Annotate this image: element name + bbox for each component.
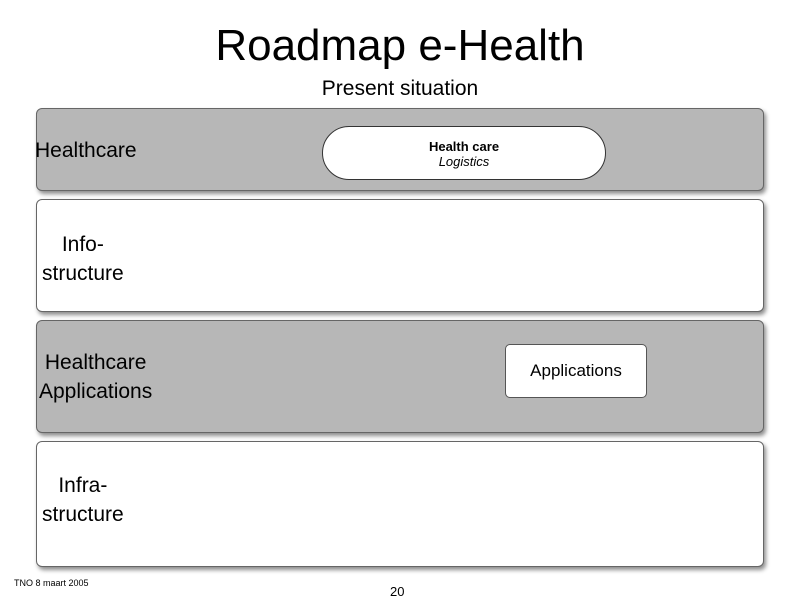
layer-infostructure: [36, 199, 764, 312]
layer-label-healthcare-applications: Healthcare Applications: [39, 351, 153, 403]
layer-infrastructure: [36, 441, 764, 567]
health-care-logistics-title: Health care: [428, 139, 500, 154]
page-number: 20: [390, 584, 405, 599]
applications-box: Applications: [505, 344, 647, 398]
health-care-logistics-box: [322, 126, 606, 180]
slide-title: Roadmap e-Health: [215, 21, 585, 70]
slide-subtitle: Present situation: [321, 77, 479, 100]
layer-label-infostructure: Info- structure: [42, 233, 124, 285]
layer-label-infrastructure: Infra- structure: [42, 474, 124, 526]
layer-label-healthcare: Healthcare: [35, 139, 137, 162]
footer-date: TNO 8 maart 2005: [14, 578, 89, 588]
health-care-logistics-subtitle: Logistics: [438, 154, 490, 169]
